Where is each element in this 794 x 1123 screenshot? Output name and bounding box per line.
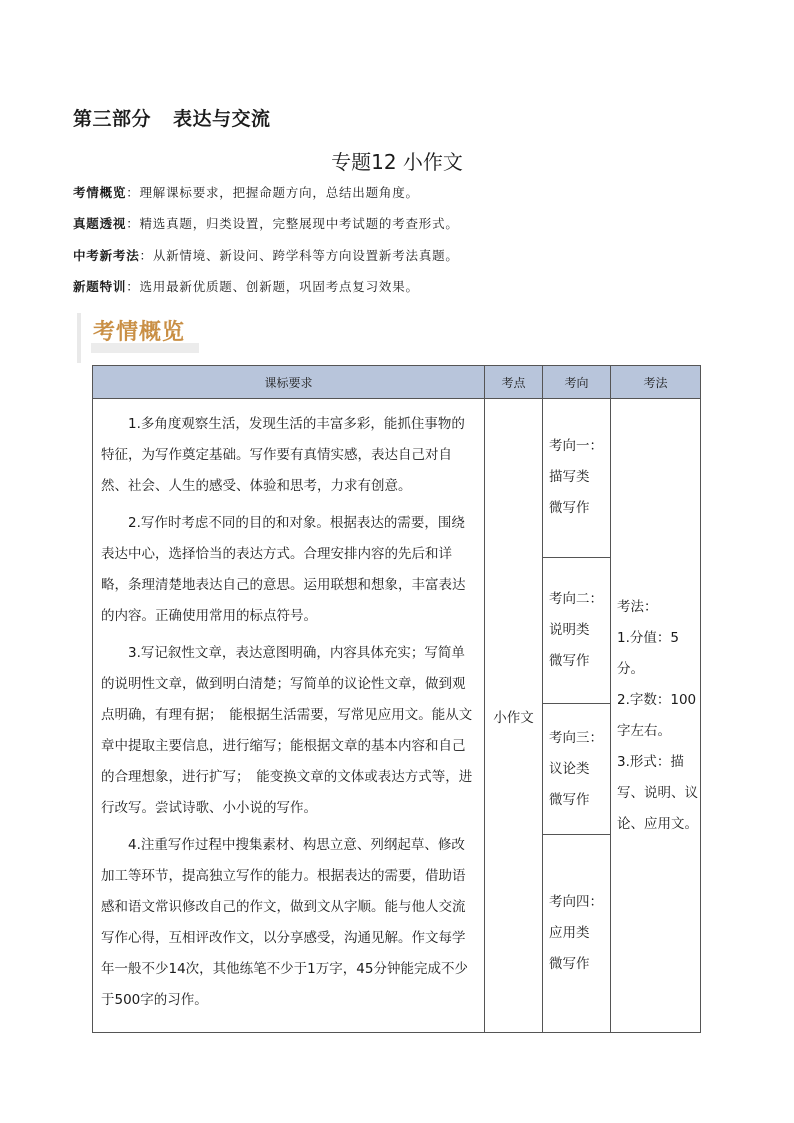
- requirements-cell: [93, 399, 485, 1033]
- intro-line-2: 真题透视：精选真题，归类设置，完整展现中考试题的考查形式。: [73, 216, 459, 231]
- header-direction: 考向: [543, 366, 611, 399]
- table-row: [93, 399, 701, 558]
- header-requirements: 课标要求: [93, 366, 485, 399]
- requirement-3: 3.写记叙性文章，表达意图明确，内容具体充实；写简单的说明性文章，做到明白清楚；写简单的议论性文章，做到观点明确，有理有据； 能根据生活需要，写常见应用文。能从文章中提取主要信息，进行缩写；能根据文章的基本内容和自己的合理想象，进行扩写； 能变换文章的文体或表达方式等，进行改写。尝试诗歌、小小说的写作。: [101, 645, 473, 816]
- part-title: [73, 104, 271, 131]
- intro-line-1: 考情概览：理解课标要求，把握命题方向，总结出题角度。: [73, 185, 419, 200]
- intro-line-3: 中考新考法：从新情境、新设问、跨学科等方向设置新考法真题。: [73, 248, 459, 263]
- section-banner: [77, 305, 199, 355]
- part-label: 第三部分: [73, 108, 152, 130]
- direction-4: 考向四： 应用类 微写作: [543, 835, 611, 1033]
- requirement-1: 1.多角度观察生活，发现生活的丰富多彩，能抓住事物的特征，为写作奠定基础。写作要有真情实感，表达自己对自然、社会、人生的感受、体验和思考，力求有创意。: [101, 416, 465, 494]
- part-name: 表达与交流: [173, 108, 271, 130]
- section-banner-title: 考情概览: [93, 320, 186, 345]
- direction-3: 考向三： 议论类 微写作: [543, 703, 611, 835]
- table-header-row: [93, 366, 701, 399]
- exam-overview-table: [92, 365, 701, 1033]
- direction-1: 考向一： 描写类 微写作: [543, 399, 611, 558]
- method-cell: 考法： 1.分值：5分。 2.字数：100字左右。 3.形式：描写、说明、议论、应用文。: [611, 399, 701, 1033]
- banner-bar: [77, 313, 81, 363]
- direction-2: 考向二： 说明类 微写作: [543, 557, 611, 703]
- requirement-2: 2.写作时考虑不同的目的和对象。根据表达的需要，围绕表达中心，选择恰当的表达方式。合理安排内容的先后和详略，条理清楚地表达自己的意思。运用联想和想象，丰富表达的内容。正确使用常用的标点符号。: [101, 515, 466, 624]
- topic-title: 专题12 小作文: [331, 150, 463, 174]
- requirement-4: 4.注重写作过程中搜集素材、构思立意、列纲起草、修改加工等环节，提高独立写作的能力。根据表达的需要，借助语感和语文常识修改自己的作文，做到文从字顺。能与他人交流写作心得，互相评改作文，以分享感受，沟通见解。作文每学年一般不少14次，其他练笔不少于1万字，45分钟能完成不少于500字的习作。: [101, 837, 468, 1008]
- point-cell: 小作文: [485, 399, 543, 1033]
- intro-line-4: 新题特训：选用最新优质题、创新题，巩固考点复习效果。: [73, 279, 419, 294]
- header-point: 考点: [485, 366, 543, 399]
- header-method: 考法: [611, 366, 701, 399]
